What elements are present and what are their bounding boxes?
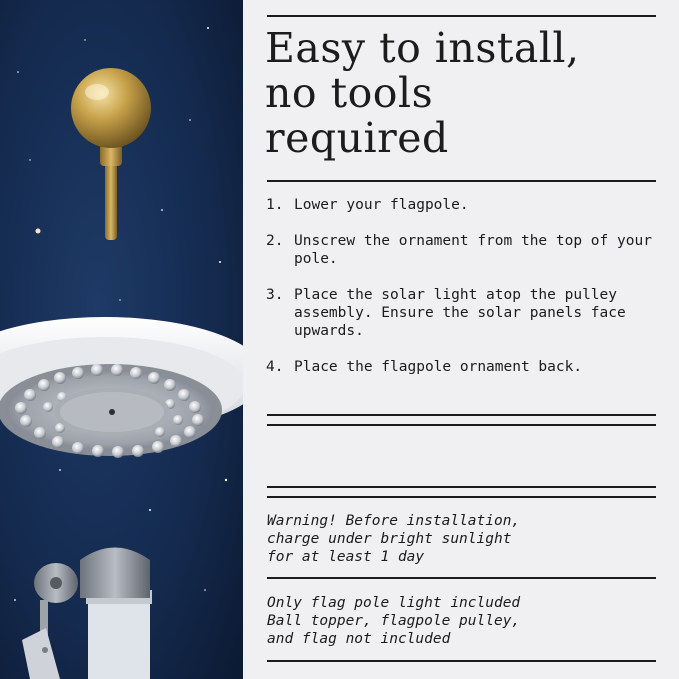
warning-line: for at least 1 day [267,549,425,565]
step-number: 2. [266,233,284,249]
install-step [266,358,661,376]
divider-bottom [267,660,656,662]
install-step [266,286,661,340]
headline [265,26,665,161]
warning-line: Warning! Before installation, [267,513,521,529]
divider [267,577,656,579]
install-step [266,196,661,214]
divider [267,496,656,498]
step-text: Unscrew the ornament from the top of your pole. [294,233,652,267]
step-number: 3. [266,287,284,303]
divider-top [267,15,656,17]
divider [267,414,656,416]
included-note [267,594,662,648]
step-number: 1. [266,197,284,213]
warning-line: charge under bright sunlight [267,531,512,547]
divider [267,180,656,182]
step-number: 4. [266,359,284,375]
install-steps-list [266,196,661,394]
included-line: Ball topper, flagpole pulley, [267,613,521,629]
headline-line: no tools [265,69,434,117]
divider [267,424,656,426]
install-step [266,232,661,268]
headline-line: required [265,114,449,162]
step-text: Place the solar light atop the pulley assembly. Ensure the solar panels face upwards. [294,287,626,339]
included-line: Only flag pole light included [267,595,521,611]
instructions-panel [243,0,679,679]
divider [267,486,656,488]
step-text: Place the flagpole ornament back. [294,359,583,375]
warning-note [267,512,662,566]
headline-line: Easy to install, [265,24,580,72]
step-text: Lower your flagpole. [294,197,469,213]
product-illustration [0,0,243,679]
product-photo [0,0,243,679]
included-line: and flag not included [267,631,451,647]
